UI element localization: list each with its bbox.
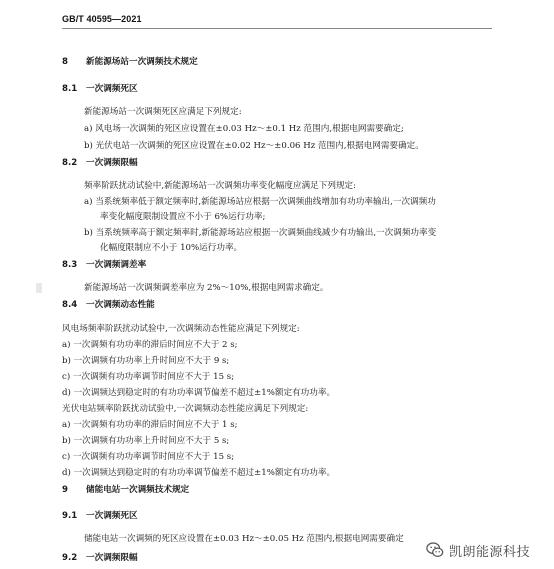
section-title: 新能源场站一次调频技术规定	[86, 57, 198, 67]
section-heading	[62, 553, 138, 564]
line-text: d) 一次调频达到稳定时的有功功率调节偏差不超过±1%额定有功功率。	[62, 468, 336, 478]
paragraph-line	[84, 124, 404, 135]
line-text: b) 当系统频率高于额定频率时,新能源场站应根据一次调频曲线减少有功输出,一次调频功率变	[84, 228, 437, 238]
section-title: 一次调频调差率	[86, 260, 147, 270]
header-rule	[62, 28, 492, 29]
section-title: 一次调频死区	[86, 511, 138, 521]
section-title: 储能电站一次调频技术规定	[86, 485, 190, 495]
line-text: b) 一次调频有功功率上升时间应不大于 5 s;	[62, 436, 230, 446]
section-number: 8.3	[62, 260, 78, 270]
line-text: a) 一次调频有功功率的滞后时间应不大于 1 s;	[62, 420, 238, 430]
line-text: a) 风电场一次调频的死区应设置在±0.03 Hz～±0.1 Hz 范围内,根据电网需要确定;	[84, 124, 404, 134]
line-text: d) 一次调频达到稳定时的有功功率调节偏差不超过±1%额定有功功率。	[62, 388, 336, 398]
line-text: b) 一次调频有功功率上升时间应不大于 9 s;	[62, 356, 230, 366]
section-title: 一次调频动态性能	[86, 300, 155, 310]
paragraph-line	[62, 436, 229, 447]
line-text: a) 当系统频率低于额定频率时,新能源场站应根据一次调频曲线增加有功功率输出,一次调频功	[84, 197, 436, 207]
paragraph-line	[100, 212, 265, 223]
section-heading	[62, 57, 198, 68]
section-heading	[62, 158, 138, 169]
line-text: c) 一次调频有功功率调节时间应不大于 15 s;	[62, 372, 235, 382]
paragraph-line	[62, 404, 308, 415]
line-text: a) 一次调频有功功率的滞后时间应不大于 2 s;	[62, 340, 238, 350]
section-heading	[62, 511, 138, 522]
section-number: 9	[62, 485, 68, 495]
section-number: 9.1	[62, 511, 78, 521]
paragraph-line	[84, 283, 328, 294]
paragraph-line	[84, 181, 356, 192]
watermark	[426, 539, 550, 561]
paragraph-line	[62, 324, 300, 335]
section-title: 一次调频死区	[86, 84, 138, 94]
line-text: c) 一次调频有功功率调节时间应不大于 15 s;	[62, 452, 235, 462]
paragraph-line	[62, 340, 238, 351]
line-text: b) 光伏电站一次调频的死区应设置在±0.02 Hz～±0.06 Hz 范围内,根据电网需要确定。	[84, 141, 424, 151]
line-text: 风电场频率阶跃扰动试验中,一次调频动态性能应满足下列规定:	[62, 324, 300, 334]
section-number: 8.1	[62, 84, 78, 94]
section-heading	[62, 84, 138, 95]
paragraph-line	[84, 141, 424, 152]
paragraph-line	[84, 228, 436, 239]
watermark-text: 凯朗能源科技	[449, 544, 531, 560]
paragraph-line	[62, 420, 238, 431]
line-text: 化幅度限制应不小于 10%运行功率。	[100, 243, 243, 253]
section-number: 8.4	[62, 300, 78, 310]
section-heading	[62, 260, 146, 271]
line-text: 频率阶跃扰动试验中,新能源场站一次调频功率变化幅度应满足下列规定:	[84, 181, 357, 191]
line-text: 新能源场站一次调频死区应满足下列规定:	[84, 107, 242, 117]
paragraph-line	[62, 468, 335, 479]
section-title: 一次调频限幅	[86, 553, 138, 563]
line-text: 储能电站一次调频的死区应设置在±0.03 Hz～±0.05 Hz 范围内,根据电网需要确定	[84, 534, 404, 544]
paragraph-line	[100, 243, 242, 254]
line-text: 新能源场站一次调频调差率应为 2%～10%,根据电网需求确定。	[84, 283, 329, 293]
line-text: 率变化幅度限制设置应不小于 6%运行功率;	[100, 212, 266, 222]
section-heading	[62, 300, 155, 311]
paragraph-line	[62, 452, 234, 463]
paragraph-line	[62, 388, 335, 399]
section-title: 一次调频限幅	[86, 158, 138, 168]
paragraph-line	[62, 356, 229, 367]
section-number: 8.2	[62, 158, 78, 168]
paragraph-line	[62, 372, 234, 383]
paragraph-line	[84, 107, 242, 118]
paragraph-line	[84, 197, 436, 208]
wechat-icon	[426, 541, 444, 559]
paragraph-line	[84, 534, 404, 545]
section-number: 8	[62, 57, 68, 67]
scan-artifact	[36, 283, 42, 293]
section-number: 9.2	[62, 553, 78, 563]
section-heading	[62, 485, 189, 496]
line-text: 光伏电站频率阶跃扰动试验中,一次调频动态性能应满足下列规定:	[62, 404, 309, 414]
standard-code: GB/T 40595—2021	[62, 14, 142, 24]
